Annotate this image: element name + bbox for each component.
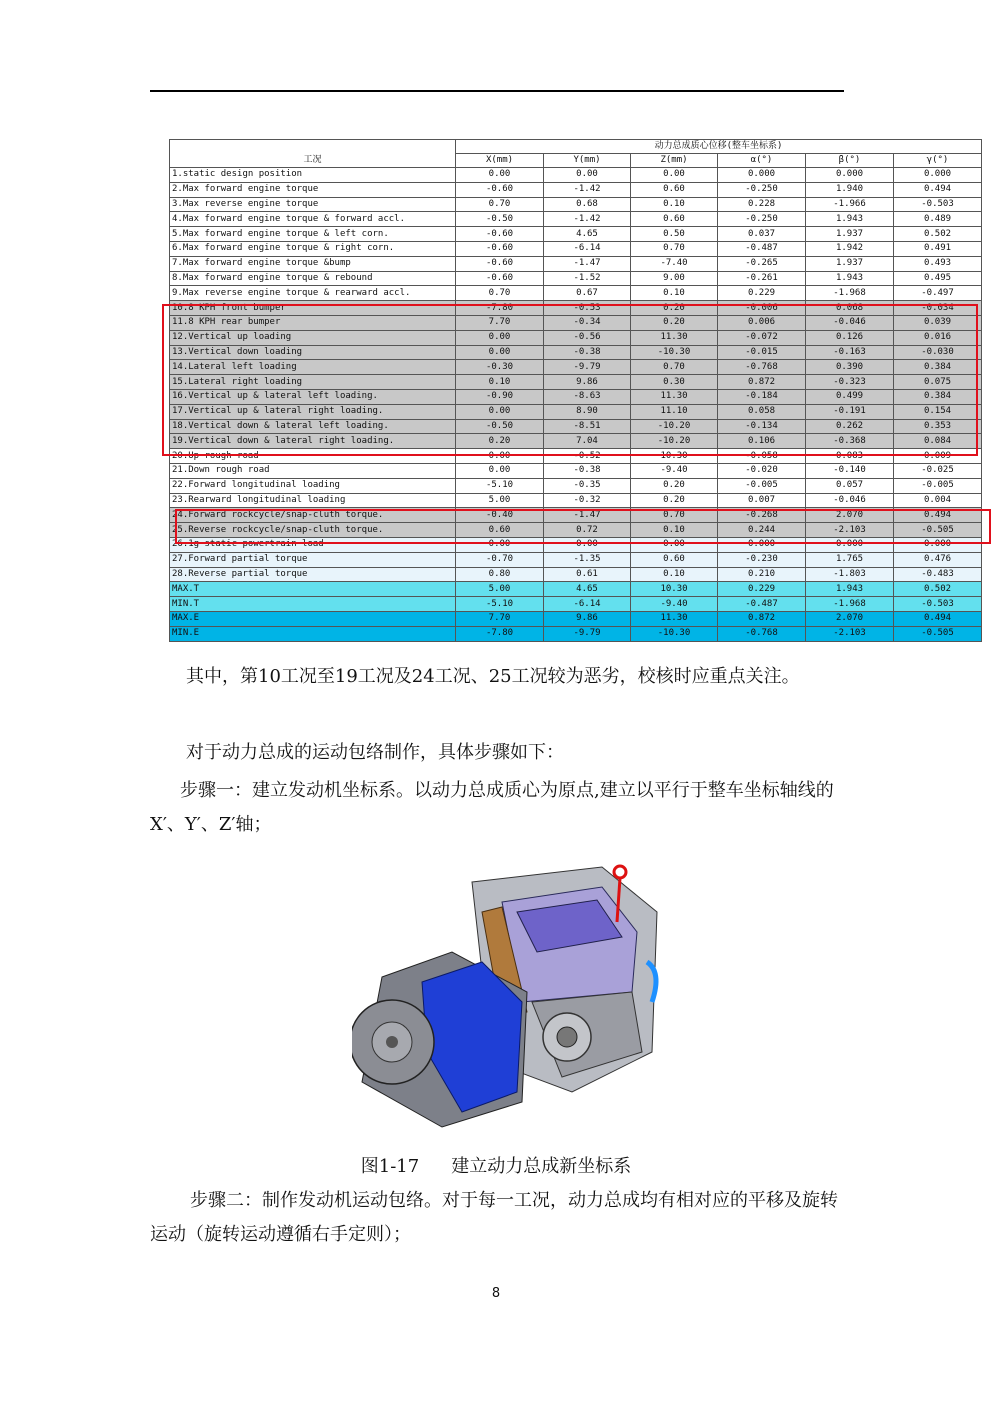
table-cell: -0.265 [718, 256, 806, 271]
table-cell: 10.30 [631, 449, 718, 464]
table-row [170, 227, 982, 242]
table-cell: -0.60 [456, 227, 544, 242]
table-cell: -0.35 [544, 478, 631, 493]
condition-name: 19.Vertical down & lateral right loading. [170, 434, 456, 449]
table-cell: 0.495 [894, 271, 982, 286]
table-cell: 0.000 [718, 537, 806, 552]
condition-name: 12.Vertical up loading [170, 330, 456, 345]
table-cell: -0.184 [718, 389, 806, 404]
table-cell: 0.20 [631, 301, 718, 316]
table-row [170, 597, 982, 612]
condition-name: 1.static design position [170, 168, 456, 183]
condition-name: 20.Up rough road [170, 449, 456, 464]
figure-number: 图1-17 [360, 1156, 420, 1177]
column-header: X(mm) [456, 154, 544, 168]
condition-name: 23.Rearward longitudinal loading [170, 493, 456, 508]
column-header: Z(mm) [631, 154, 718, 168]
table-cell: -0.005 [718, 478, 806, 493]
table-cell: -0.50 [456, 212, 544, 227]
table-cell: 0.154 [894, 404, 982, 419]
table-cell: 0.70 [631, 508, 718, 523]
condition-name: 28.Reverse partial torque [170, 567, 456, 582]
condition-name: 4.Max forward engine torque & forward accl. [170, 212, 456, 227]
table-row [170, 375, 982, 390]
table-cell: -0.60 [456, 241, 544, 256]
table-cell: -0.53 [544, 301, 631, 316]
table-cell: -8.63 [544, 389, 631, 404]
table-cell: -6.14 [544, 241, 631, 256]
page-number: 8 [491, 1286, 501, 1301]
figure-title: 建立动力总成新坐标系 [451, 1156, 632, 1177]
table-cell: 1.943 [806, 271, 894, 286]
table-cell: -0.70 [456, 552, 544, 567]
table-cell: -0.368 [806, 434, 894, 449]
table-cell: 0.60 [631, 552, 718, 567]
table-cell: -1.47 [544, 508, 631, 523]
table-cell: -1.966 [806, 197, 894, 212]
table-cell: -0.60 [456, 271, 544, 286]
table-cell: 0.61 [544, 567, 631, 582]
table-row [170, 626, 982, 641]
condition-name: 25.Reverse rockcycle/snap-cluth torque. [170, 523, 456, 538]
table-row [170, 360, 982, 375]
table-cell: -2.103 [806, 523, 894, 538]
table-cell: 0.262 [806, 419, 894, 434]
table-cell: -0.134 [718, 419, 806, 434]
table-row [170, 241, 982, 256]
table-cell: 0.106 [718, 434, 806, 449]
table-cell: 0.494 [894, 611, 982, 626]
table-cell: -0.250 [718, 182, 806, 197]
table-cell: 0.502 [894, 227, 982, 242]
table-cell: -1.968 [806, 597, 894, 612]
table-cell: -0.34 [544, 315, 631, 330]
table-row [170, 493, 982, 508]
paragraph-4: 步骤二：制作发动机运动包络。对于每一工况，动力总成均有相对应的平移及旋转运动（旋转运动遵循右手定则）； [150, 1190, 838, 1245]
table-cell: 0.000 [894, 168, 982, 183]
table-cell: 0.037 [718, 227, 806, 242]
table-cell: 0.494 [894, 508, 982, 523]
table-cell: 0.009 [894, 449, 982, 464]
table-cell: 0.70 [631, 241, 718, 256]
table-cell: 11.30 [631, 330, 718, 345]
table-cell: 10.30 [631, 582, 718, 597]
condition-name: 11.8 KPH rear bumper [170, 315, 456, 330]
table-cell: 2.070 [806, 611, 894, 626]
table-cell: -5.10 [456, 478, 544, 493]
table-cell: -0.30 [456, 360, 544, 375]
table-cell: 0.210 [718, 567, 806, 582]
table-cell: 4.65 [544, 227, 631, 242]
table-cell: 0.00 [456, 463, 544, 478]
table-row [170, 419, 982, 434]
table-cell: -10.20 [631, 434, 718, 449]
table-cell: 0.084 [894, 434, 982, 449]
table-cell: 0.000 [718, 168, 806, 183]
table-cell: 0.00 [456, 404, 544, 419]
table-cell: -0.261 [718, 271, 806, 286]
table-cell: -0.020 [718, 463, 806, 478]
table-cell: 0.016 [894, 330, 982, 345]
table-cell: -1.47 [544, 256, 631, 271]
table-cell: 0.229 [718, 582, 806, 597]
table-cell: 0.004 [894, 493, 982, 508]
table-cell: -0.140 [806, 463, 894, 478]
table-cell: 11.30 [631, 611, 718, 626]
table-cell: -0.487 [718, 241, 806, 256]
table-cell: -5.10 [456, 597, 544, 612]
condition-name: 6.Max forward engine torque & right corn. [170, 241, 456, 256]
condition-name: 13.Vertical down loading [170, 345, 456, 360]
table-cell: 1.940 [806, 182, 894, 197]
table-row [170, 315, 982, 330]
table-cell: 0.20 [631, 478, 718, 493]
table-cell: 0.00 [456, 168, 544, 183]
table-row [170, 434, 982, 449]
displacement-table-container [169, 139, 981, 642]
table-cell: 0.228 [718, 197, 806, 212]
column-header: Y(mm) [544, 154, 631, 168]
table-row [170, 552, 982, 567]
table-cell: 9.86 [544, 611, 631, 626]
table-cell: 0.000 [806, 168, 894, 183]
table-cell: -0.230 [718, 552, 806, 567]
table-row [170, 256, 982, 271]
table-cell: -0.768 [718, 360, 806, 375]
table-cell: 0.489 [894, 212, 982, 227]
table-cell: 0.00 [544, 537, 631, 552]
table-row [170, 449, 982, 464]
table-cell: 0.006 [718, 315, 806, 330]
table-cell: 0.126 [806, 330, 894, 345]
table-cell: 0.502 [894, 582, 982, 597]
table-cell: -1.42 [544, 212, 631, 227]
table-cell: 0.00 [456, 537, 544, 552]
table-cell: 0.390 [806, 360, 894, 375]
table-row [170, 389, 982, 404]
table-row [170, 182, 982, 197]
table-cell: -0.60 [456, 256, 544, 271]
table-cell: 7.70 [456, 315, 544, 330]
table-cell: -10.30 [631, 345, 718, 360]
table-cell: 11.30 [631, 389, 718, 404]
table-cell: -0.56 [544, 330, 631, 345]
table-cell: -0.034 [894, 301, 982, 316]
condition-name: 15.Lateral right loading [170, 375, 456, 390]
table-row [170, 582, 982, 597]
table-cell: 0.00 [544, 168, 631, 183]
table-cell: 0.075 [894, 375, 982, 390]
table-row [170, 286, 982, 301]
condition-name: 24.Forward rockcycle/snap-cluth torque. [170, 508, 456, 523]
table-cell: 0.068 [806, 301, 894, 316]
table-cell: 0.384 [894, 389, 982, 404]
condition-name: 8.Max forward engine torque & rebound [170, 271, 456, 286]
table-row [170, 523, 982, 538]
table-cell: -0.60 [456, 182, 544, 197]
table-cell: -6.14 [544, 597, 631, 612]
table-cell: -2.103 [806, 626, 894, 641]
table-cell: 0.000 [894, 537, 982, 552]
table-cell: -0.90 [456, 389, 544, 404]
table-cell: 1.937 [806, 256, 894, 271]
powertrain-figure [352, 852, 672, 1134]
figure-caption [0, 1152, 992, 1178]
table-row [170, 567, 982, 582]
table-cell: 0.00 [631, 168, 718, 183]
table-cell: 0.60 [631, 212, 718, 227]
condition-name: MAX.T [170, 582, 456, 597]
table-cell: 0.20 [631, 315, 718, 330]
table-cell: 0.491 [894, 241, 982, 256]
table-row [170, 197, 982, 212]
condition-name: 27.Forward partial torque [170, 552, 456, 567]
condition-name: 7.Max forward engine torque &bump [170, 256, 456, 271]
table-cell: -0.323 [806, 375, 894, 390]
table-cell: -9.79 [544, 360, 631, 375]
condition-name: 22.Forward longitudinal loading [170, 478, 456, 493]
table-row [170, 463, 982, 478]
table-cell: 9.00 [631, 271, 718, 286]
table-cell: 0.10 [631, 567, 718, 582]
condition-name: MIN.T [170, 597, 456, 612]
table-cell: -1.35 [544, 552, 631, 567]
table-cell: 0.000 [806, 537, 894, 552]
table-cell: -0.497 [894, 286, 982, 301]
table-cell: 0.493 [894, 256, 982, 271]
table-cell: -0.250 [718, 212, 806, 227]
table-cell: 0.353 [894, 419, 982, 434]
table-cell: -9.40 [631, 597, 718, 612]
table-cell: 11.10 [631, 404, 718, 419]
table-cell: 0.494 [894, 182, 982, 197]
table-cell: -0.015 [718, 345, 806, 360]
table-cell: 5.00 [456, 493, 544, 508]
table-cell: 0.007 [718, 493, 806, 508]
table-cell: -10.30 [631, 626, 718, 641]
table-cell: 0.229 [718, 286, 806, 301]
table-row [170, 271, 982, 286]
table-cell: -0.32 [544, 493, 631, 508]
table-cell: -0.487 [718, 597, 806, 612]
table-cell: -1.42 [544, 182, 631, 197]
table-cell: -1.52 [544, 271, 631, 286]
table-cell: 9.86 [544, 375, 631, 390]
table-cell: 0.00 [631, 537, 718, 552]
column-header: γ(°) [894, 154, 982, 168]
table-cell: 0.10 [631, 523, 718, 538]
table-cell: -1.803 [806, 567, 894, 582]
table-cell: 0.872 [718, 375, 806, 390]
table-cell: 0.083 [806, 449, 894, 464]
table-cell: -0.503 [894, 597, 982, 612]
table-cell: 7.04 [544, 434, 631, 449]
table-cell: 1.943 [806, 212, 894, 227]
column-header: α(°) [718, 154, 806, 168]
table-cell: 0.70 [631, 360, 718, 375]
table-cell: 0.30 [631, 375, 718, 390]
table-cell: -0.046 [806, 315, 894, 330]
table-cell: -0.191 [806, 404, 894, 419]
table-row [170, 345, 982, 360]
table-cell: 1.937 [806, 227, 894, 242]
table-cell: -0.072 [718, 330, 806, 345]
condition-name: 10.8 KPH front bumper [170, 301, 456, 316]
condition-name: 17.Vertical up & lateral right loading. [170, 404, 456, 419]
condition-name: 16.Vertical up & lateral left loading. [170, 389, 456, 404]
condition-name: MIN.E [170, 626, 456, 641]
condition-name: 9.Max reverse engine torque & rearward accl. [170, 286, 456, 301]
condition-name: 5.Max forward engine torque & left corn. [170, 227, 456, 242]
table-cell: 0.00 [456, 345, 544, 360]
table-cell: 0.057 [806, 478, 894, 493]
table-cell: 1.765 [806, 552, 894, 567]
table-cell: 0.10 [631, 286, 718, 301]
table-row [170, 168, 982, 183]
table-cell: -0.058 [718, 449, 806, 464]
condition-name: 3.Max reverse engine torque [170, 197, 456, 212]
table-cell: -0.768 [718, 626, 806, 641]
table-cell: -0.505 [894, 626, 982, 641]
table-cell: 0.499 [806, 389, 894, 404]
table-cell: 0.67 [544, 286, 631, 301]
table-cell: -0.030 [894, 345, 982, 360]
table-cell: -0.046 [806, 493, 894, 508]
paragraph-2: 对于动力总成的运动包络制作，具体步骤如下： [186, 742, 564, 763]
table-cell: 0.80 [456, 567, 544, 582]
table-cell: -0.005 [894, 478, 982, 493]
displacement-table [169, 139, 982, 642]
table-cell: 0.20 [456, 434, 544, 449]
table-cell: 0.244 [718, 523, 806, 538]
table-cell: 7.70 [456, 611, 544, 626]
table-cell: -0.505 [894, 523, 982, 538]
table-cell: 1.943 [806, 582, 894, 597]
condition-name: MAX.E [170, 611, 456, 626]
header-rule [150, 90, 844, 92]
table-cell: -9.79 [544, 626, 631, 641]
table-cell: -1.968 [806, 286, 894, 301]
table-cell: -8.51 [544, 419, 631, 434]
table-cell: 0.384 [894, 360, 982, 375]
condition-name: 14.Lateral left loading [170, 360, 456, 375]
table-cell: 0.00 [456, 449, 544, 464]
table-cell: 0.058 [718, 404, 806, 419]
table-cell: -7.80 [456, 301, 544, 316]
table-cell: 0.50 [631, 227, 718, 242]
table-row [170, 611, 982, 626]
column-header: β(°) [806, 154, 894, 168]
table-row [170, 212, 982, 227]
table-cell: 0.60 [631, 182, 718, 197]
table-cell: -0.38 [544, 463, 631, 478]
table-cell: 0.00 [456, 330, 544, 345]
table-cell: 0.20 [631, 493, 718, 508]
table-cell: -0.40 [456, 508, 544, 523]
table-cell: -7.80 [456, 626, 544, 641]
condition-name: 21.Down rough road [170, 463, 456, 478]
table-cell: 0.476 [894, 552, 982, 567]
table-cell: 0.60 [456, 523, 544, 538]
table-cell: 2.070 [806, 508, 894, 523]
table-cell: 5.00 [456, 582, 544, 597]
table-cell: -0.38 [544, 345, 631, 360]
table-cell: -0.50 [456, 419, 544, 434]
table-row [170, 301, 982, 316]
table-row [170, 508, 982, 523]
condition-name: 2.Max forward engine torque [170, 182, 456, 197]
condition-name: 18.Vertical down & lateral left loading. [170, 419, 456, 434]
powertrain-illustration [352, 852, 672, 1134]
table-cell: -0.52 [544, 449, 631, 464]
table-row [170, 478, 982, 493]
table-cell: -10.20 [631, 419, 718, 434]
table-cell: 0.039 [894, 315, 982, 330]
table-cell: 0.68 [544, 197, 631, 212]
table-cell: 0.10 [456, 375, 544, 390]
table-cell: 0.872 [718, 611, 806, 626]
table-cell: 0.10 [631, 197, 718, 212]
table-cell: 8.90 [544, 404, 631, 419]
table-cell: -0.503 [894, 197, 982, 212]
group-header: 动力总成质心位移(整车坐标系) [456, 140, 982, 154]
table-cell: 0.70 [456, 197, 544, 212]
paragraph-3: 步骤一：建立发动机坐标系。以动力总成质心为原点,建立以平行于整车坐标轴线的X′、Y′、Z′轴； [150, 780, 834, 835]
table-row [170, 330, 982, 345]
table-cell: -0.006 [718, 301, 806, 316]
condition-header: 工况 [170, 140, 456, 168]
table-cell: -0.268 [718, 508, 806, 523]
table-cell: 0.72 [544, 523, 631, 538]
condition-name: 26.1g static powertrain load [170, 537, 456, 552]
table-cell: -9.40 [631, 463, 718, 478]
table-row [170, 404, 982, 419]
table-cell: -0.483 [894, 567, 982, 582]
table-row [170, 537, 982, 552]
table-cell: 0.70 [456, 286, 544, 301]
table-cell: 1.942 [806, 241, 894, 256]
table-cell: -0.025 [894, 463, 982, 478]
table-cell: 4.65 [544, 582, 631, 597]
table-cell: -0.163 [806, 345, 894, 360]
table-cell: -7.40 [631, 256, 718, 271]
paragraph-1: 其中，第10工况至19工况及24工况、25工况较为恶劣，校核时应重点关注。 [186, 666, 800, 687]
